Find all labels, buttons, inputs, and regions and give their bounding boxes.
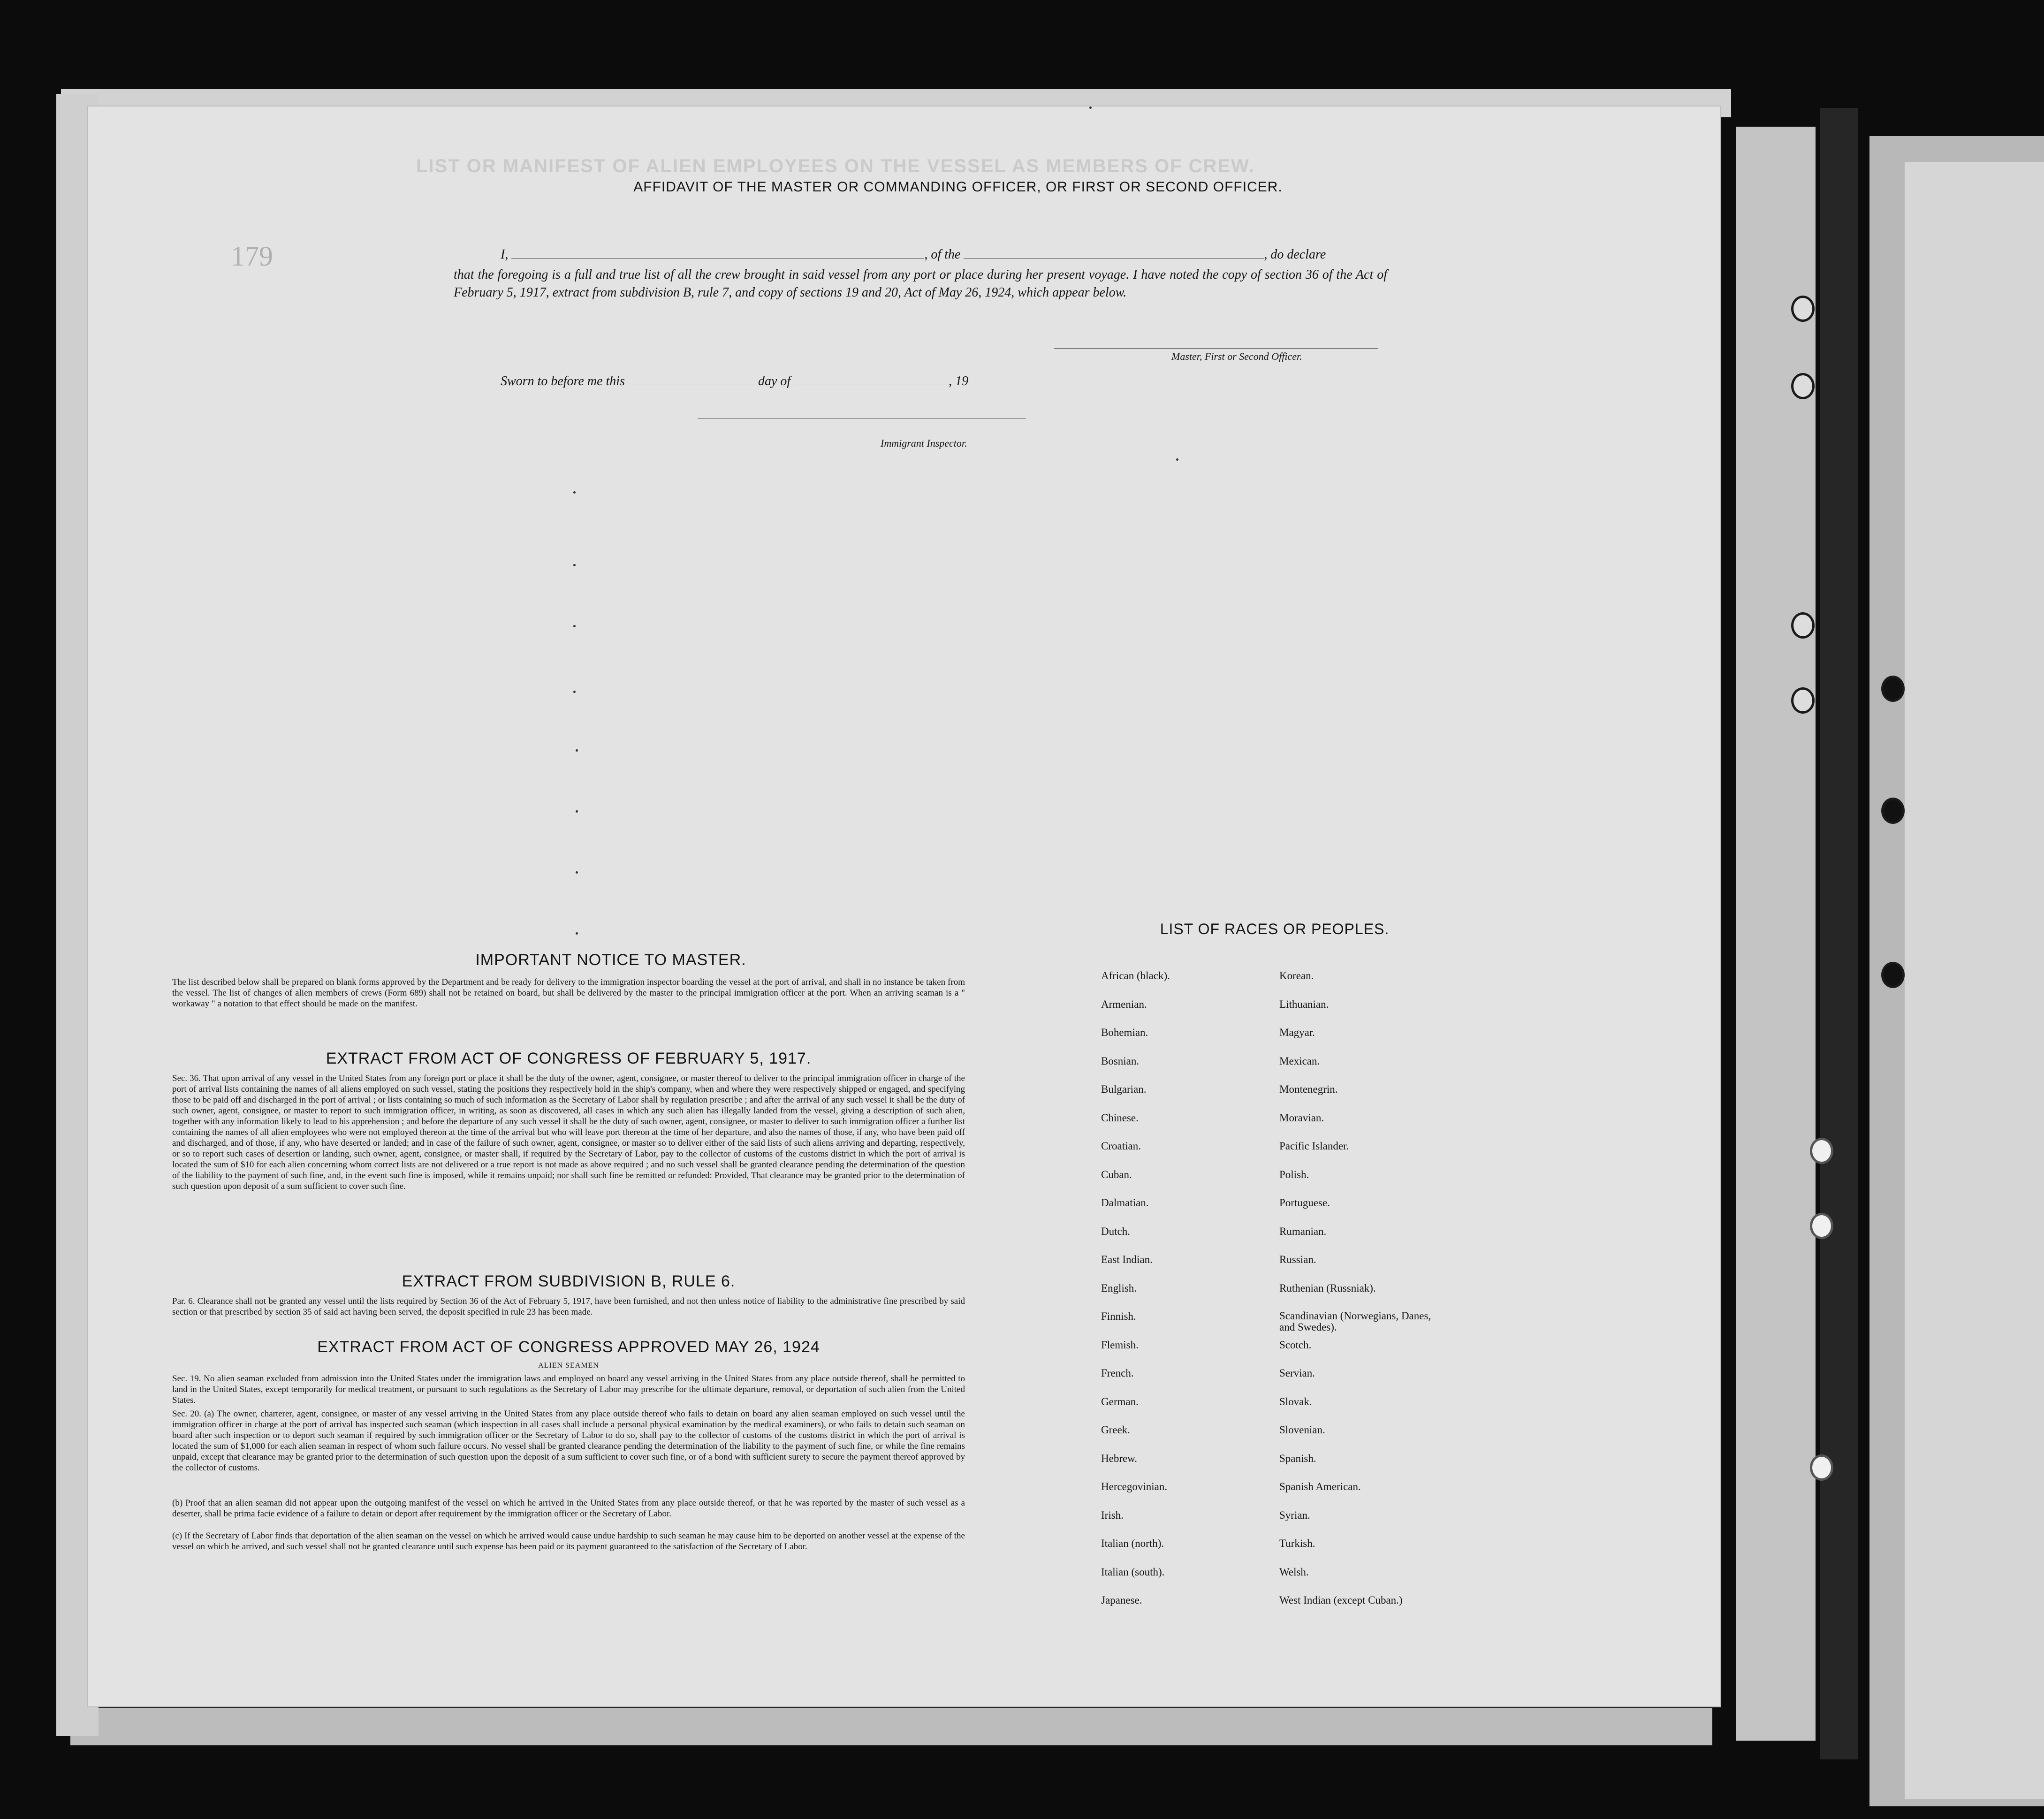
sec-20b-text: (b) Proof that an alien seaman did not appear upon the outgoing manifest of the vessel on which he arrived in the United States from any place outside thereof, or that he was reported by the master of such vessel as a deserter, shall be prima facie evidence of a failure to detain or deport after requirement by the immigration officer or the Secretary of Labor. [172, 1498, 965, 1519]
race-item: Ruthenian (Russniak). [1279, 1282, 1376, 1294]
race-item: Turkish. [1279, 1537, 1315, 1549]
race-item: Bulgarian. [1101, 1083, 1147, 1095]
do-declare-label: , do declare [1264, 247, 1326, 262]
far-right-inner-sheet [1905, 162, 2044, 1799]
document-page [87, 106, 1721, 1707]
i-prefix: I, [501, 247, 509, 262]
extract-1924-subheading: ALIEN SEAMEN [538, 1362, 599, 1370]
affidavit-body: that the foregoing is a full and true list of all the crew brought in said vessel from any port or place during her present voyage. I have noted the copy of section 36 of the Act of February 5, 1917, extract from subdivision B, rule 7, and copy of sections 19 and 20, Act of May 26, 1924, which appear below. [454, 267, 1387, 300]
back-sheet-shadow [1820, 108, 1858, 1759]
extract-1924-heading: EXTRACT FROM ACT OF CONGRESS APPROVED MAY 26, 1924 [317, 1338, 820, 1356]
race-item: Chinese. [1101, 1111, 1139, 1124]
binder-hole [1881, 962, 1905, 988]
ink-dot [1089, 107, 1092, 109]
ink-dot [573, 564, 576, 566]
race-item: Bosnian. [1101, 1055, 1140, 1067]
race-item: West Indian (except Cuban.) [1279, 1594, 1403, 1606]
binder-hole [1810, 1138, 1833, 1164]
bleed-through-title: LIST OR MANIFEST OF ALIEN EMPLOYEES ON THE VESSEL AS MEMBERS OF CREW. [416, 156, 1255, 176]
binder-hole [1791, 373, 1815, 399]
race-item: Cuban. [1101, 1168, 1132, 1180]
race-item: German. [1101, 1395, 1139, 1408]
master-name-blank[interactable] [511, 258, 924, 259]
race-item: Italian (south). [1101, 1566, 1165, 1578]
race-item: Flemish. [1101, 1339, 1139, 1351]
extract-rule6-heading: EXTRACT FROM SUBDIVISION B, RULE 6. [402, 1272, 736, 1290]
inspector-caption: Immigrant Inspector. [881, 437, 967, 449]
sec-20a-text: Sec. 20. (a) The owner, charterer, agent, consignee, or master of any vessel arriving in the United States from any place outside thereof who fails to detain on board any alien seaman employed on such vessel until the immigration officer in charge at the port of arrival has inspected such seaman (which inspection in all cases shall include a personal physical examination by the medical examiners), or who fails to detain such seaman on board after such inspection or to deport such seaman if required by such immigration officer or the Secretary of Labor to do so, shall pay to the collector of customs of the customs district in which the port of arrival is located the sum of $1,000 for each alien seaman in respect of whom such failure occurs. No vessel shall be granted clearance pending the determination of the liability to the payment of such fine, or while the fine remains unpaid, except that clearance may be granted prior to the determination of such question upon the deposit of a sum sufficient to cover such fine, or of a bond with sufficient surety to secure the payment thereof approved by the collector of customs. [172, 1409, 965, 1473]
day-of-label: day of [758, 374, 791, 388]
extract-rule6-body: Par. 6. Clearance shall not be granted any vessel until the lists required by Section 36 of the Act of February 5, 1917, have been furnished, and not then unless notice of liability to the administrative fine prescribed by said section or that prescribed by section 35 of said act having been served, the deposit specified in rule 23 has been made. [172, 1296, 965, 1317]
race-item: French. [1101, 1367, 1134, 1379]
race-item: Spanish. [1279, 1452, 1316, 1464]
race-item: Moravian. [1279, 1111, 1324, 1124]
race-item: Servian. [1279, 1367, 1315, 1379]
race-item: Portuguese. [1279, 1197, 1330, 1209]
bleed-through-number: 179 [231, 241, 273, 272]
race-item: Greek. [1101, 1424, 1130, 1436]
race-item: Croatian. [1101, 1140, 1141, 1152]
race-item: Magyar. [1279, 1027, 1315, 1038]
binder-hole [1791, 687, 1815, 714]
race-item: East Indian. [1101, 1254, 1153, 1265]
race-item: Lithuanian. [1279, 998, 1329, 1010]
master-signature-caption: Master, First or Second Officer. [1171, 350, 1302, 362]
extract-1917-body: Sec. 36. That upon arrival of any vessel in the United States from any foreign port or place it shall be the duty of the owner, agent, consignee, or master thereof to deliver to the principal immigration officer in charge of the port of arrival lists containing the names of all aliens employed on such vessel, stating the positions they respectively hold in the ship's company, when and where they were respectively shipped or engaged, and specifying those to be paid off and discharged in the port of arrival ; or lists containing so much of such information as the Secretary of Labor shall by regulation prescribe ; and after the arrival of any such vessel it shall be the duty of such owner, agent, consignee, or master to report to such immigration officer, in writing, as soon as discovered, all cases in which any such alien has illegally landed from the vessel, giving a description of such alien, together with any information likely to lead to his apprehension ; and before the departure of any such vessel it shall be the duty of such owner, agent, consignee, or master to deliver to such immigration officer a further list containing the names of all alien employees who were not employed thereon at the time of the arrival but who will leave port thereon at the time of her departure, and also the names of those, if any, who have been paid off and discharged, and of those, if any, who have deserted or landed; and in case of the failure of such owner, agent, consignee, or master so to deliver either of the said lists of such aliens arriving and departing, respectively, or so to report such cases of desertion or landing, such owner, agent, consignee, or master shall, if required by the Secretary of Labor, pay to the collector of customs of the customs district in which the port of arrival is located the sum of $10 for each alien concerning whom correct lists are not delivered or a true report is not made as above required ; and no such vessel shall be granted clearance pending the determination of the question of the liability to the payment of such fine, and, in the event such fine is imposed, while it remains unpaid; nor shall such fine be remitted or refunded: Provided, That clearance may be granted prior to the determination of such question upon deposit of a sum sufficient to cover such fine. [172, 1073, 965, 1191]
ink-dot [1176, 458, 1178, 461]
race-item: Spanish American. [1279, 1481, 1361, 1492]
binder-hole [1881, 676, 1905, 702]
race-item: Hercegovinian. [1101, 1481, 1168, 1492]
binder-hole [1810, 1454, 1833, 1481]
race-item: Montenegrin. [1279, 1083, 1338, 1095]
binder-hole [1791, 296, 1815, 322]
race-item: Dutch. [1101, 1225, 1130, 1237]
sworn-before-label: Sworn to before me this [501, 374, 625, 388]
race-item: Korean. [1279, 970, 1314, 982]
of-the-label: , of the [924, 247, 961, 262]
race-item: Welsh. [1279, 1566, 1309, 1578]
race-item: African (black). [1101, 970, 1170, 982]
ink-dot [576, 871, 578, 874]
race-item: Mexican. [1279, 1055, 1320, 1067]
races-right-column [1279, 970, 1523, 1716]
sworn-line [501, 374, 968, 389]
notice-body: The list described below shall be prepared on blank forms approved by the Department and be ready for delivery to the immigration inspector boarding the vessel at the port of arrival, and shall in no instance be taken from the vessel. The list of changes of alien members of crews (Form 689) shall not be retained on board, but shall be delivered by the master to the principal immigration officer at the port. When an arriving seaman is a " workaway " a notation to that effect should be made on the manifest. [172, 977, 965, 1009]
race-item: Finnish. [1101, 1310, 1136, 1322]
race-item: Slovenian. [1279, 1424, 1325, 1436]
race-item: Scandinavian (Norwegians, Danes, and Swedes). [1279, 1310, 1431, 1333]
ink-dot [576, 810, 578, 813]
binder-hole [1881, 798, 1905, 824]
race-item: Armenian. [1101, 998, 1147, 1010]
back-sheet-right [1736, 127, 1816, 1741]
ink-dot [573, 491, 576, 494]
races-left-column [1101, 970, 1279, 1716]
race-item: Russian. [1279, 1254, 1316, 1265]
binder-hole [1791, 612, 1815, 639]
master-signature-blank[interactable] [1054, 348, 1378, 349]
race-item: Hebrew. [1101, 1452, 1138, 1464]
sec-20c-text: (c) If the Secretary of Labor finds that deportation of the alien seaman on the vessel on which he arrived would cause undue hardship to such seaman he may cause him to be deported on another vessel at the expense of the vessel on which he arrived, and such vessel shall not be granted clearance until such expense has been paid or its payment guaranteed to the satisfaction of the Secretary of Labor. [172, 1531, 965, 1552]
ink-dot [576, 749, 578, 752]
race-item: Irish. [1101, 1509, 1124, 1521]
race-item: Bohemian. [1101, 1027, 1148, 1038]
affidavit-declare-line [501, 247, 1476, 262]
race-item: Slovak. [1279, 1395, 1312, 1408]
race-item: English. [1101, 1282, 1137, 1294]
race-item: Polish. [1279, 1168, 1309, 1180]
race-item: Rumanian. [1279, 1225, 1327, 1237]
ink-dot [573, 691, 576, 693]
races-heading: LIST OF RACES OR PEOPLES. [1160, 921, 1390, 937]
binder-hole [1810, 1213, 1833, 1239]
ink-dot [573, 625, 576, 627]
ink-dot [576, 932, 578, 935]
notice-heading: IMPORTANT NOTICE TO MASTER. [475, 951, 746, 969]
extract-1917-heading: EXTRACT FROM ACT OF CONGRESS OF FEBRUARY 5, 1917. [326, 1050, 812, 1067]
sec-19-text: Sec. 19. No alien seaman excluded from admission into the United States under the immigration laws and employed on board any vessel arriving in the United States from any place outside thereof, shall be permitted to land in the United States, except temporarily for medical treatment, or pursuant to such regulations as the Secretary of Labor may prescribe for the ultimate departure, removal, or deportation of such alien from the United States. [172, 1374, 965, 1405]
race-item: Pacific Islander. [1279, 1140, 1349, 1152]
race-item: Japanese. [1101, 1594, 1142, 1606]
year-prefix-label: , 19 [949, 374, 969, 388]
race-item: Scotch. [1279, 1339, 1312, 1351]
affidavit-heading: AFFIDAVIT OF THE MASTER OR COMMANDING OFFICER, OR FIRST OR SECOND OFFICER. [633, 179, 1283, 195]
race-item: Italian (north). [1101, 1537, 1164, 1549]
vessel-name-blank[interactable] [964, 258, 1264, 259]
race-item: Syrian. [1279, 1509, 1310, 1521]
race-item: Dalmatian. [1101, 1197, 1149, 1209]
